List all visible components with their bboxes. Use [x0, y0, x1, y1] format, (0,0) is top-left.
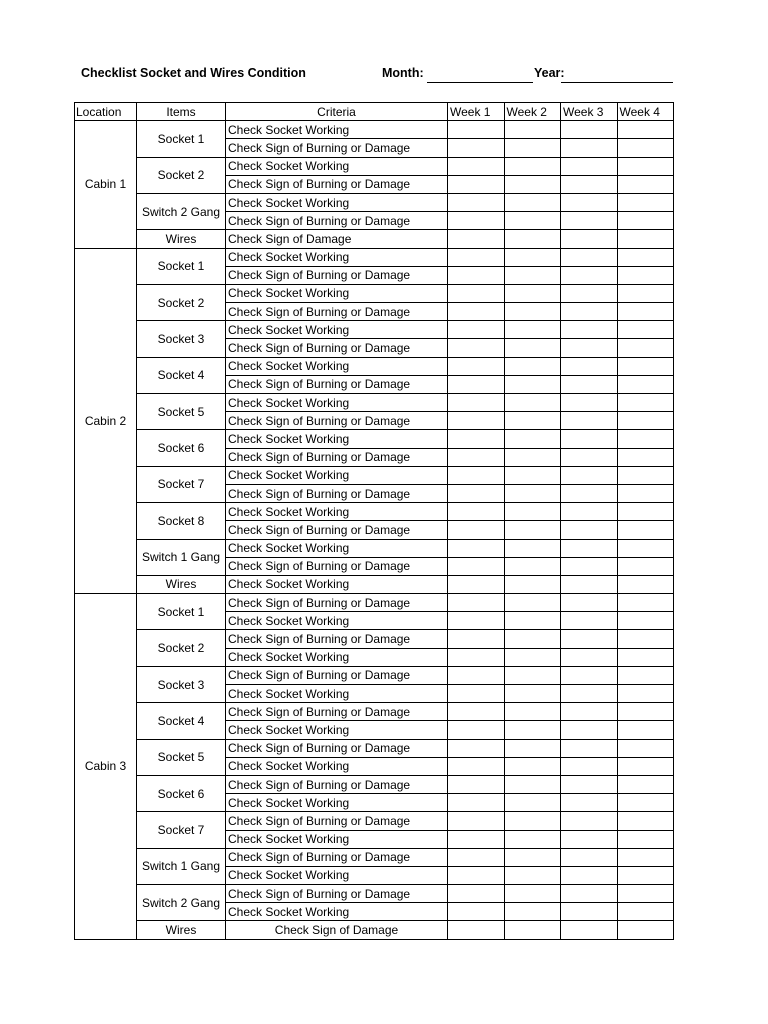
item-cell: Socket 8 — [137, 503, 226, 539]
week-4-check-cell[interactable] — [617, 284, 674, 302]
week-3-check-cell[interactable] — [561, 885, 618, 903]
week-1-check-cell[interactable] — [448, 848, 505, 866]
criteria-cell: Check Sign of Burning or Damage — [226, 484, 448, 502]
location-cell: Cabin 2 — [75, 248, 137, 594]
criteria-cell: Check Sign of Burning or Damage — [226, 848, 448, 866]
week-1-check-cell[interactable] — [448, 575, 505, 593]
week-1-check-cell[interactable] — [448, 412, 505, 430]
week-1-check-cell[interactable] — [448, 394, 505, 412]
criteria-cell: Check Socket Working — [226, 357, 448, 375]
week-2-check-cell[interactable] — [504, 866, 561, 884]
table-row — [75, 539, 674, 557]
week-1-check-cell[interactable] — [448, 739, 505, 757]
week-2-check-cell[interactable] — [504, 175, 561, 193]
criteria-cell: Check Socket Working — [226, 830, 448, 848]
week-4-check-cell[interactable] — [617, 648, 674, 666]
week-3-check-cell[interactable] — [561, 466, 618, 484]
week-1-check-cell[interactable] — [448, 212, 505, 230]
week-3-check-cell[interactable] — [561, 666, 618, 684]
location-cell: Cabin 1 — [75, 121, 137, 248]
week-2-check-cell[interactable] — [504, 539, 561, 557]
week-3-check-cell[interactable] — [561, 266, 618, 284]
week-3-check-cell[interactable] — [561, 575, 618, 593]
criteria-cell: Check Sign of Burning or Damage — [226, 739, 448, 757]
table-row — [75, 630, 674, 648]
month-label: Month: — [382, 66, 424, 80]
criteria-cell: Check Sign of Burning or Damage — [226, 375, 448, 393]
table-row — [75, 575, 674, 593]
item-cell: Socket 6 — [137, 430, 226, 466]
week-3-check-cell[interactable] — [561, 139, 618, 157]
week-1-check-cell[interactable] — [448, 794, 505, 812]
week-4-check-cell[interactable] — [617, 685, 674, 703]
week-3-check-cell[interactable] — [561, 521, 618, 539]
criteria-cell: Check Socket Working — [226, 575, 448, 593]
criteria-cell: Check Sign of Burning or Damage — [226, 175, 448, 193]
item-cell: Socket 7 — [137, 812, 226, 848]
column-header-week-2: Week 2 — [504, 103, 561, 121]
week-3-check-cell[interactable] — [561, 484, 618, 502]
year-field[interactable] — [561, 82, 673, 83]
week-1-check-cell[interactable] — [448, 830, 505, 848]
table-row — [75, 157, 674, 175]
week-1-check-cell[interactable] — [448, 666, 505, 684]
criteria-cell: Check Socket Working — [226, 612, 448, 630]
column-header-criteria: Criteria — [226, 103, 448, 121]
month-field[interactable] — [427, 82, 533, 83]
year-label: Year: — [534, 66, 565, 80]
document-title: Checklist Socket and Wires Condition — [81, 66, 306, 80]
criteria-cell: Check Socket Working — [226, 539, 448, 557]
criteria-cell: Check Sign of Burning or Damage — [226, 630, 448, 648]
week-2-check-cell[interactable] — [504, 521, 561, 539]
item-cell: Socket 5 — [137, 394, 226, 430]
week-2-check-cell[interactable] — [504, 284, 561, 302]
week-3-check-cell[interactable] — [561, 866, 618, 884]
week-2-check-cell[interactable] — [504, 812, 561, 830]
week-1-check-cell[interactable] — [448, 703, 505, 721]
week-1-check-cell[interactable] — [448, 557, 505, 575]
item-cell: Socket 1 — [137, 121, 226, 157]
week-3-check-cell[interactable] — [561, 230, 618, 248]
week-1-check-cell[interactable] — [448, 921, 505, 939]
criteria-cell: Check Socket Working — [226, 757, 448, 775]
week-1-check-cell[interactable] — [448, 866, 505, 884]
week-2-check-cell[interactable] — [504, 830, 561, 848]
week-2-check-cell[interactable] — [504, 466, 561, 484]
criteria-cell: Check Socket Working — [226, 648, 448, 666]
location-cell: Cabin 3 — [75, 594, 137, 940]
item-cell: Socket 5 — [137, 739, 226, 775]
week-4-check-cell[interactable] — [617, 739, 674, 757]
week-1-check-cell[interactable] — [448, 248, 505, 266]
criteria-cell: Check Socket Working — [226, 157, 448, 175]
week-1-check-cell[interactable] — [448, 903, 505, 921]
week-4-check-cell[interactable] — [617, 375, 674, 393]
week-2-check-cell[interactable] — [504, 430, 561, 448]
week-1-check-cell[interactable] — [448, 357, 505, 375]
week-2-check-cell[interactable] — [504, 739, 561, 757]
week-2-check-cell[interactable] — [504, 448, 561, 466]
week-2-check-cell[interactable] — [504, 248, 561, 266]
item-cell: Socket 6 — [137, 775, 226, 811]
checklist-table — [74, 102, 674, 940]
table-row — [75, 394, 674, 412]
week-4-check-cell[interactable] — [617, 630, 674, 648]
item-cell: Socket 2 — [137, 630, 226, 666]
week-3-check-cell[interactable] — [561, 757, 618, 775]
table-row — [75, 193, 674, 211]
criteria-cell: Check Socket Working — [226, 466, 448, 484]
week-1-check-cell[interactable] — [448, 721, 505, 739]
column-header-week-3: Week 3 — [561, 103, 618, 121]
criteria-cell: Check Sign of Damage — [226, 921, 448, 939]
week-3-check-cell[interactable] — [561, 394, 618, 412]
week-4-check-cell[interactable] — [617, 903, 674, 921]
week-1-check-cell[interactable] — [448, 303, 505, 321]
week-4-check-cell[interactable] — [617, 339, 674, 357]
criteria-cell: Check Sign of Burning or Damage — [226, 448, 448, 466]
week-1-check-cell[interactable] — [448, 157, 505, 175]
item-cell: Wires — [137, 230, 226, 248]
week-4-check-cell[interactable] — [617, 303, 674, 321]
week-3-check-cell[interactable] — [561, 157, 618, 175]
item-cell: Socket 7 — [137, 466, 226, 502]
week-4-check-cell[interactable] — [617, 812, 674, 830]
week-3-check-cell[interactable] — [561, 357, 618, 375]
week-2-check-cell[interactable] — [504, 703, 561, 721]
week-3-check-cell[interactable] — [561, 721, 618, 739]
criteria-cell: Check Socket Working — [226, 248, 448, 266]
criteria-cell: Check Socket Working — [226, 121, 448, 139]
week-3-check-cell[interactable] — [561, 557, 618, 575]
week-1-check-cell[interactable] — [448, 757, 505, 775]
week-3-check-cell[interactable] — [561, 193, 618, 211]
week-2-check-cell[interactable] — [504, 848, 561, 866]
week-1-check-cell[interactable] — [448, 594, 505, 612]
week-4-check-cell[interactable] — [617, 775, 674, 793]
week-4-check-cell[interactable] — [617, 539, 674, 557]
week-2-check-cell[interactable] — [504, 303, 561, 321]
week-4-check-cell[interactable] — [617, 193, 674, 211]
week-3-check-cell[interactable] — [561, 848, 618, 866]
item-cell: Wires — [137, 575, 226, 593]
week-2-check-cell[interactable] — [504, 775, 561, 793]
criteria-cell: Check Socket Working — [226, 284, 448, 302]
week-2-check-cell[interactable] — [504, 575, 561, 593]
week-4-check-cell[interactable] — [617, 830, 674, 848]
week-4-check-cell[interactable] — [617, 503, 674, 521]
table-row — [75, 357, 674, 375]
week-2-check-cell[interactable] — [504, 339, 561, 357]
week-4-check-cell[interactable] — [617, 757, 674, 775]
week-3-check-cell[interactable] — [561, 794, 618, 812]
week-1-check-cell[interactable] — [448, 139, 505, 157]
criteria-cell: Check Sign of Burning or Damage — [226, 139, 448, 157]
week-1-check-cell[interactable] — [448, 885, 505, 903]
table-row — [75, 121, 674, 139]
week-4-check-cell[interactable] — [617, 248, 674, 266]
week-3-check-cell[interactable] — [561, 503, 618, 521]
week-4-check-cell[interactable] — [617, 557, 674, 575]
week-1-check-cell[interactable] — [448, 539, 505, 557]
week-3-check-cell[interactable] — [561, 448, 618, 466]
week-4-check-cell[interactable] — [617, 175, 674, 193]
week-3-check-cell[interactable] — [561, 830, 618, 848]
criteria-cell: Check Sign of Burning or Damage — [226, 812, 448, 830]
week-2-check-cell[interactable] — [504, 685, 561, 703]
week-3-check-cell[interactable] — [561, 412, 618, 430]
week-1-check-cell[interactable] — [448, 175, 505, 193]
week-2-check-cell[interactable] — [504, 503, 561, 521]
column-header-week-4: Week 4 — [617, 103, 674, 121]
criteria-cell: Check Socket Working — [226, 193, 448, 211]
week-4-check-cell[interactable] — [617, 466, 674, 484]
week-2-check-cell[interactable] — [504, 484, 561, 502]
week-2-check-cell[interactable] — [504, 903, 561, 921]
week-3-check-cell[interactable] — [561, 612, 618, 630]
table-row — [75, 812, 674, 830]
week-1-check-cell[interactable] — [448, 284, 505, 302]
table-row — [75, 666, 674, 684]
table-row — [75, 284, 674, 302]
checklist-body — [75, 121, 674, 939]
week-3-check-cell[interactable] — [561, 284, 618, 302]
column-header-location: Location — [75, 103, 137, 121]
item-cell: Wires — [137, 921, 226, 939]
week-1-check-cell[interactable] — [448, 630, 505, 648]
week-2-check-cell[interactable] — [504, 266, 561, 284]
criteria-cell: Check Socket Working — [226, 321, 448, 339]
criteria-cell: Check Sign of Burning or Damage — [226, 521, 448, 539]
week-2-check-cell[interactable] — [504, 630, 561, 648]
week-4-check-cell[interactable] — [617, 666, 674, 684]
week-1-check-cell[interactable] — [448, 321, 505, 339]
criteria-cell: Check Sign of Burning or Damage — [226, 703, 448, 721]
week-3-check-cell[interactable] — [561, 812, 618, 830]
week-2-check-cell[interactable] — [504, 121, 561, 139]
item-cell: Socket 3 — [137, 321, 226, 357]
item-cell: Socket 2 — [137, 284, 226, 320]
week-3-check-cell[interactable] — [561, 175, 618, 193]
criteria-cell: Check Sign of Damage — [226, 230, 448, 248]
week-4-check-cell[interactable] — [617, 394, 674, 412]
table-row — [75, 321, 674, 339]
table-row — [75, 921, 674, 939]
criteria-cell: Check Socket Working — [226, 503, 448, 521]
week-4-check-cell[interactable] — [617, 885, 674, 903]
week-3-check-cell[interactable] — [561, 903, 618, 921]
item-cell: Socket 4 — [137, 357, 226, 393]
criteria-cell: Check Sign of Burning or Damage — [226, 594, 448, 612]
criteria-cell: Check Socket Working — [226, 430, 448, 448]
week-4-check-cell[interactable] — [617, 121, 674, 139]
criteria-cell: Check Sign of Burning or Damage — [226, 266, 448, 284]
week-2-check-cell[interactable] — [504, 157, 561, 175]
criteria-cell: Check Socket Working — [226, 685, 448, 703]
week-4-check-cell[interactable] — [617, 721, 674, 739]
table-row — [75, 775, 674, 793]
week-4-check-cell[interactable] — [617, 412, 674, 430]
table-row — [75, 739, 674, 757]
week-4-check-cell[interactable] — [617, 594, 674, 612]
week-4-check-cell[interactable] — [617, 139, 674, 157]
document-header — [81, 66, 681, 86]
week-3-check-cell[interactable] — [561, 321, 618, 339]
week-1-check-cell[interactable] — [448, 612, 505, 630]
table-row — [75, 230, 674, 248]
week-1-check-cell[interactable] — [448, 430, 505, 448]
week-4-check-cell[interactable] — [617, 703, 674, 721]
week-4-check-cell[interactable] — [617, 794, 674, 812]
criteria-cell: Check Sign of Burning or Damage — [226, 339, 448, 357]
week-2-check-cell[interactable] — [504, 557, 561, 575]
week-3-check-cell[interactable] — [561, 921, 618, 939]
table-row — [75, 848, 674, 866]
table-header-row — [75, 103, 674, 121]
week-2-check-cell[interactable] — [504, 412, 561, 430]
item-cell: Switch 1 Gang — [137, 848, 226, 884]
week-2-check-cell[interactable] — [504, 357, 561, 375]
table-row — [75, 885, 674, 903]
week-1-check-cell[interactable] — [448, 339, 505, 357]
week-3-check-cell[interactable] — [561, 248, 618, 266]
week-1-check-cell[interactable] — [448, 266, 505, 284]
week-1-check-cell[interactable] — [448, 521, 505, 539]
week-4-check-cell[interactable] — [617, 230, 674, 248]
week-2-check-cell[interactable] — [504, 139, 561, 157]
week-3-check-cell[interactable] — [561, 775, 618, 793]
week-2-check-cell[interactable] — [504, 612, 561, 630]
item-cell: Switch 1 Gang — [137, 539, 226, 575]
criteria-cell: Check Sign of Burning or Damage — [226, 885, 448, 903]
week-4-check-cell[interactable] — [617, 321, 674, 339]
criteria-cell: Check Socket Working — [226, 794, 448, 812]
week-1-check-cell[interactable] — [448, 121, 505, 139]
week-1-check-cell[interactable] — [448, 648, 505, 666]
item-cell: Switch 2 Gang — [137, 193, 226, 229]
week-1-check-cell[interactable] — [448, 484, 505, 502]
week-2-check-cell[interactable] — [504, 375, 561, 393]
week-4-check-cell[interactable] — [617, 575, 674, 593]
week-4-check-cell[interactable] — [617, 266, 674, 284]
week-4-check-cell[interactable] — [617, 612, 674, 630]
criteria-cell: Check Sign of Burning or Damage — [226, 303, 448, 321]
criteria-cell: Check Socket Working — [226, 721, 448, 739]
week-2-check-cell[interactable] — [504, 666, 561, 684]
week-1-check-cell[interactable] — [448, 448, 505, 466]
item-cell: Switch 2 Gang — [137, 885, 226, 921]
week-3-check-cell[interactable] — [561, 303, 618, 321]
week-3-check-cell[interactable] — [561, 739, 618, 757]
week-3-check-cell[interactable] — [561, 685, 618, 703]
week-4-check-cell[interactable] — [617, 430, 674, 448]
table-row — [75, 503, 674, 521]
table-row — [75, 466, 674, 484]
week-4-check-cell[interactable] — [617, 848, 674, 866]
week-1-check-cell[interactable] — [448, 230, 505, 248]
week-4-check-cell[interactable] — [617, 157, 674, 175]
week-3-check-cell[interactable] — [561, 430, 618, 448]
week-2-check-cell[interactable] — [504, 230, 561, 248]
week-3-check-cell[interactable] — [561, 121, 618, 139]
week-4-check-cell[interactable] — [617, 866, 674, 884]
week-3-check-cell[interactable] — [561, 375, 618, 393]
week-3-check-cell[interactable] — [561, 339, 618, 357]
week-1-check-cell[interactable] — [448, 685, 505, 703]
week-1-check-cell[interactable] — [448, 193, 505, 211]
item-cell: Socket 1 — [137, 594, 226, 630]
criteria-cell: Check Sign of Burning or Damage — [226, 212, 448, 230]
week-2-check-cell[interactable] — [504, 885, 561, 903]
item-cell: Socket 4 — [137, 703, 226, 739]
item-cell: Socket 1 — [137, 248, 226, 284]
week-3-check-cell[interactable] — [561, 648, 618, 666]
week-4-check-cell[interactable] — [617, 448, 674, 466]
week-3-check-cell[interactable] — [561, 630, 618, 648]
week-2-check-cell[interactable] — [504, 648, 561, 666]
week-1-check-cell[interactable] — [448, 812, 505, 830]
table-row — [75, 594, 674, 612]
column-header-items: Items — [137, 103, 226, 121]
week-2-check-cell[interactable] — [504, 394, 561, 412]
week-3-check-cell[interactable] — [561, 212, 618, 230]
table-row — [75, 703, 674, 721]
table-row — [75, 430, 674, 448]
week-4-check-cell[interactable] — [617, 212, 674, 230]
item-cell: Socket 2 — [137, 157, 226, 193]
criteria-cell: Check Sign of Burning or Damage — [226, 557, 448, 575]
week-2-check-cell[interactable] — [504, 794, 561, 812]
week-4-check-cell[interactable] — [617, 484, 674, 502]
criteria-cell: Check Sign of Burning or Damage — [226, 412, 448, 430]
week-2-check-cell[interactable] — [504, 212, 561, 230]
week-3-check-cell[interactable] — [561, 594, 618, 612]
week-2-check-cell[interactable] — [504, 921, 561, 939]
criteria-cell: Check Socket Working — [226, 394, 448, 412]
week-3-check-cell[interactable] — [561, 539, 618, 557]
week-1-check-cell[interactable] — [448, 775, 505, 793]
table-row — [75, 248, 674, 266]
week-2-check-cell[interactable] — [504, 721, 561, 739]
week-1-check-cell[interactable] — [448, 466, 505, 484]
criteria-cell: Check Sign of Burning or Damage — [226, 775, 448, 793]
week-3-check-cell[interactable] — [561, 703, 618, 721]
week-1-check-cell[interactable] — [448, 503, 505, 521]
week-4-check-cell[interactable] — [617, 357, 674, 375]
week-2-check-cell[interactable] — [504, 594, 561, 612]
week-2-check-cell[interactable] — [504, 193, 561, 211]
week-2-check-cell[interactable] — [504, 321, 561, 339]
criteria-cell: Check Socket Working — [226, 866, 448, 884]
criteria-cell: Check Socket Working — [226, 903, 448, 921]
week-1-check-cell[interactable] — [448, 375, 505, 393]
criteria-cell: Check Sign of Burning or Damage — [226, 666, 448, 684]
item-cell: Socket 3 — [137, 666, 226, 702]
week-4-check-cell[interactable] — [617, 921, 674, 939]
column-header-week-1: Week 1 — [448, 103, 505, 121]
week-4-check-cell[interactable] — [617, 521, 674, 539]
week-2-check-cell[interactable] — [504, 757, 561, 775]
